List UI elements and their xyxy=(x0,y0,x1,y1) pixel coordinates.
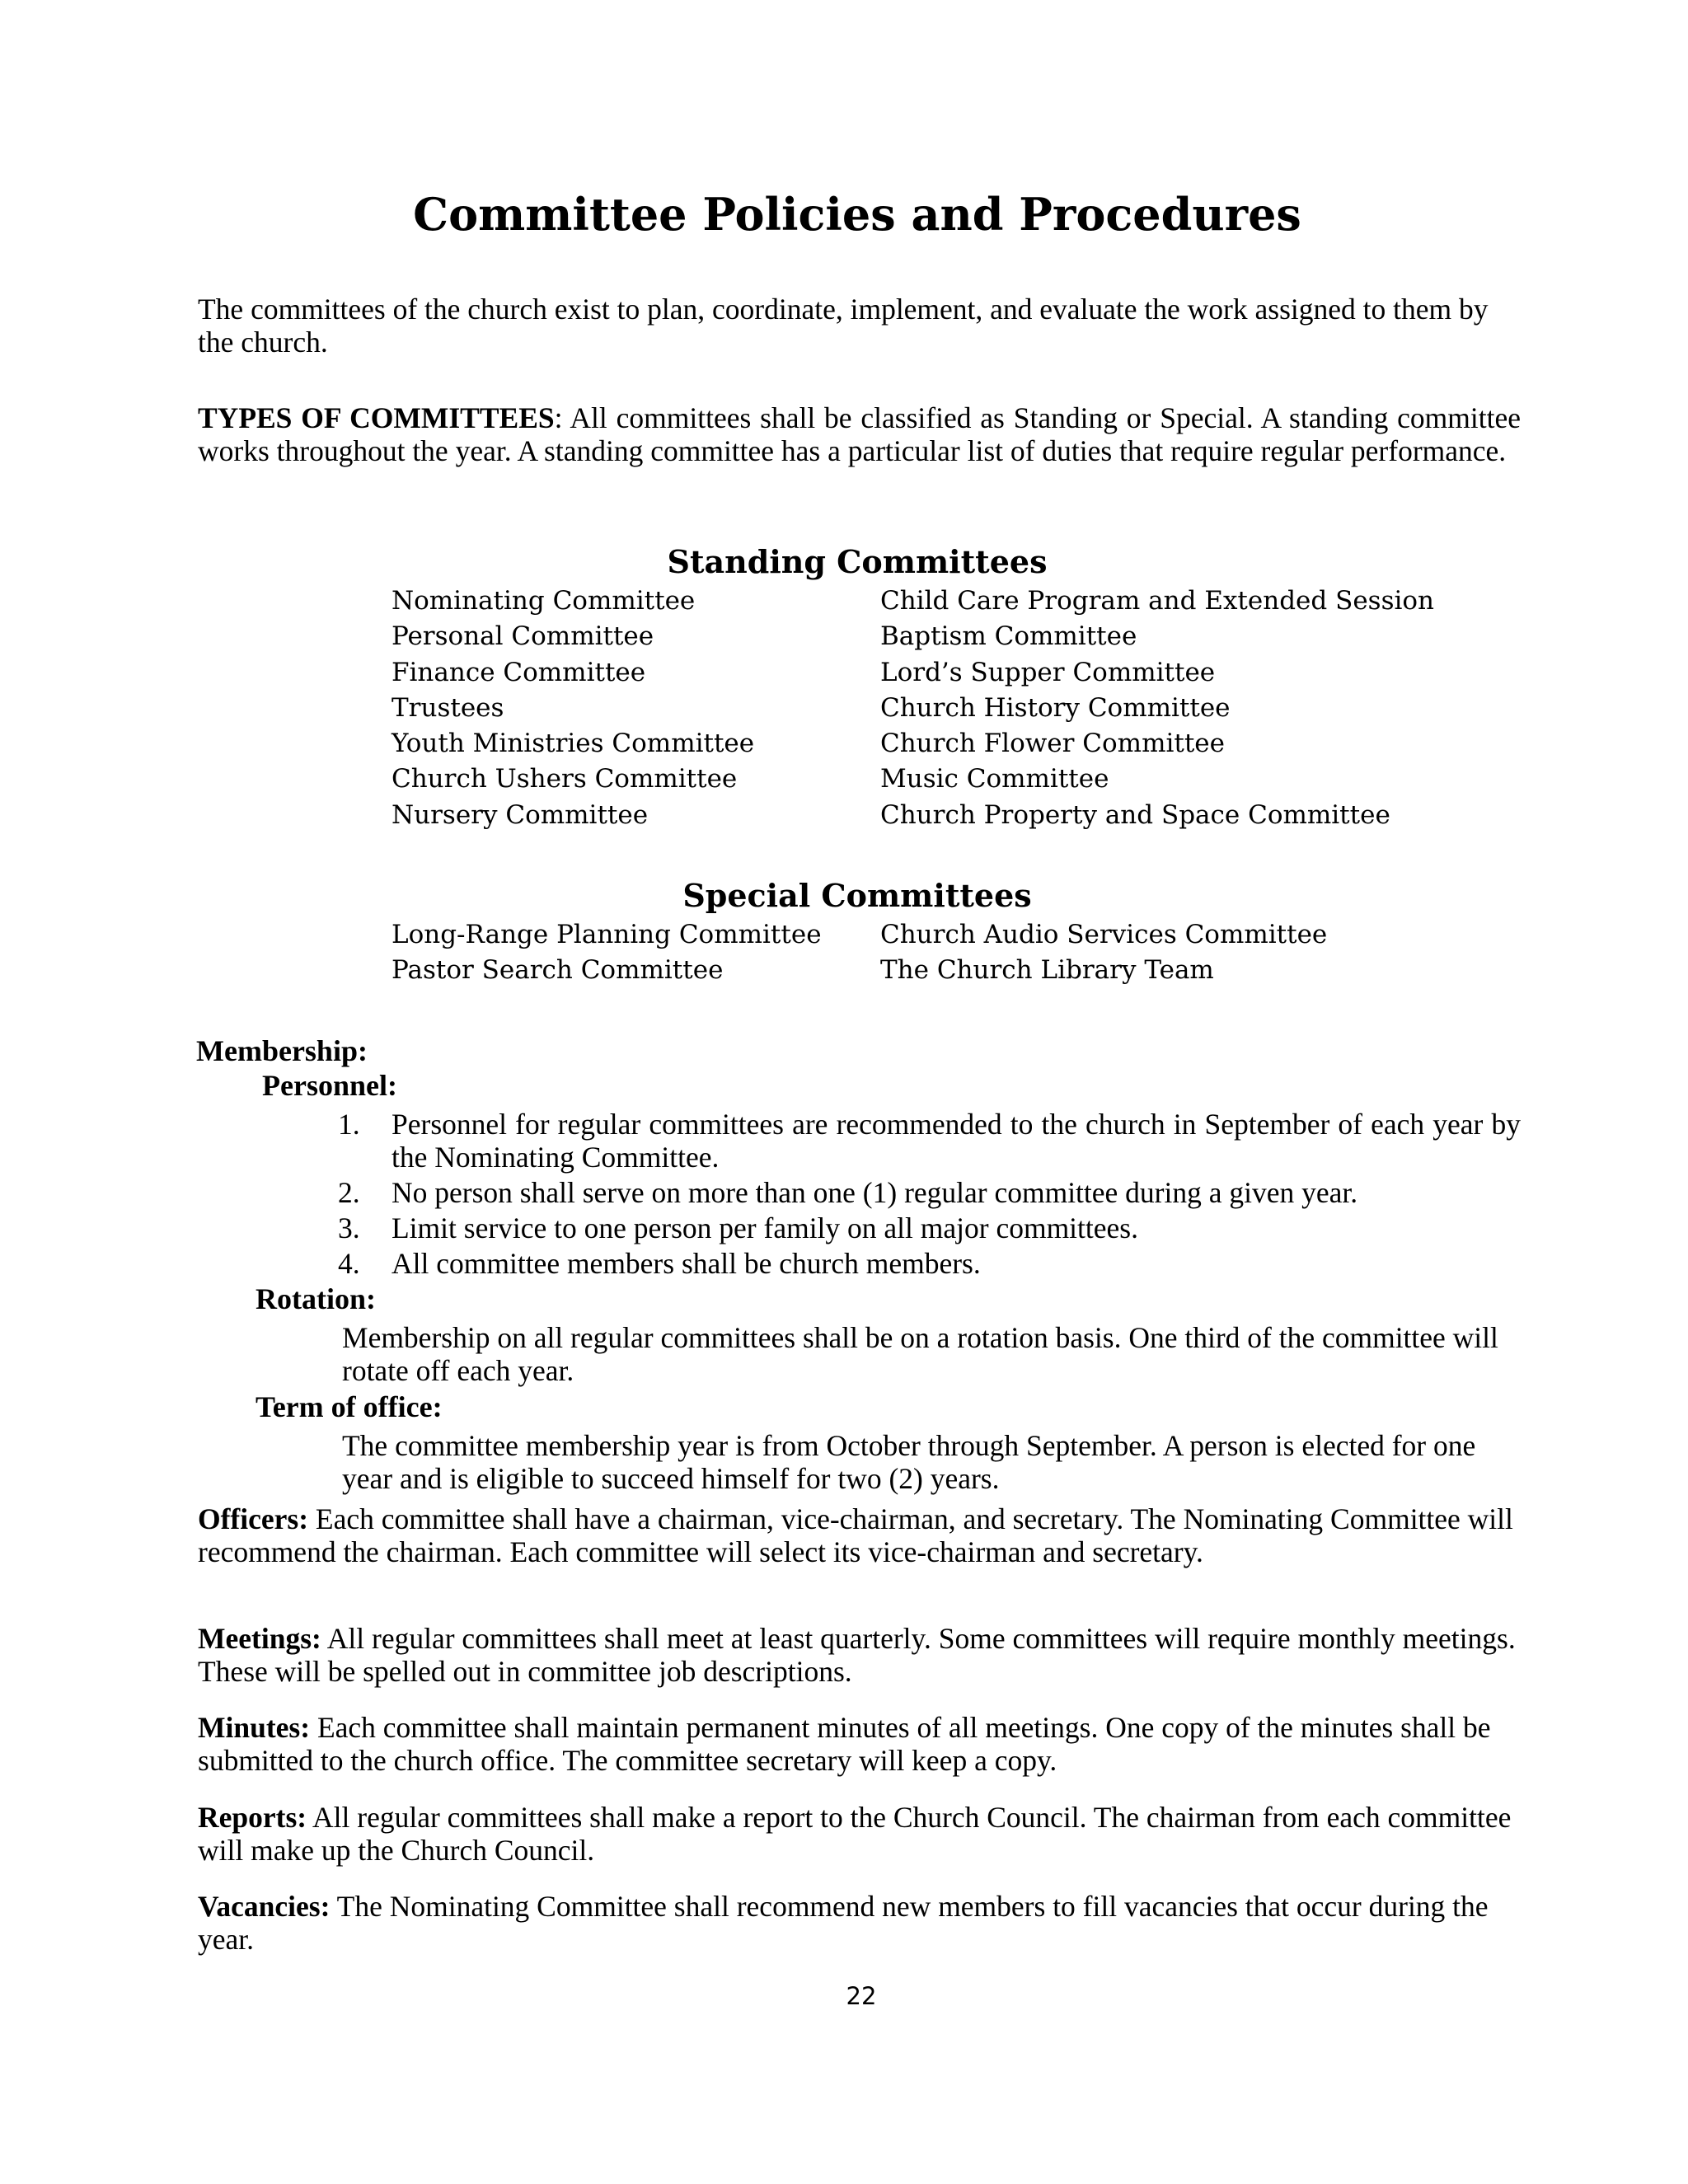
officers-paragraph xyxy=(198,1502,1521,1568)
list-item: Lord’s Supper Committee xyxy=(880,657,1216,687)
types-label: TYPES OF COMMITTEES xyxy=(198,401,555,434)
list-item: Trustees xyxy=(392,692,504,723)
membership-heading: Membership: xyxy=(196,1034,368,1067)
standing-committees-heading: Standing Committees xyxy=(667,543,1048,580)
reports-text: All regular committees shall make a report to the Church Council. The chairman from each committee will make up the Church Council. xyxy=(198,1801,1512,1867)
list-item: Pastor Search Committee xyxy=(392,955,724,986)
standing-committees-right-list xyxy=(880,583,1434,833)
list-item: Church History Committee xyxy=(880,692,1231,723)
item-text: All committee members shall be church members. xyxy=(392,1247,981,1280)
list-item: Personal Committee xyxy=(392,621,654,652)
term-of-office-text: The committee membership year is from October through September. A person is elected for one year and is eligible to succeed himself for two (2) years. xyxy=(342,1429,1476,1495)
list-item: Church Flower Committee xyxy=(880,729,1225,759)
list-item: Finance Committee xyxy=(392,657,646,687)
item-number: 3. xyxy=(338,1212,360,1244)
list-item: Baptism Committee xyxy=(880,621,1137,652)
list-item: Church Ushers Committee xyxy=(392,764,738,794)
types-of-committees-paragraph xyxy=(198,401,1521,467)
officers-label: Officers: xyxy=(198,1502,309,1535)
meetings-paragraph xyxy=(198,1622,1521,1688)
minutes-paragraph xyxy=(198,1711,1521,1777)
meetings-text: All regular committees shall meet at least quarterly. Some committees will require monthly meetings. These will be spelled out in committee job descriptions. xyxy=(198,1622,1516,1688)
list-item: Nursery Committee xyxy=(392,799,649,830)
item-text: Personnel for regular committees are recommended to the church in September of each year by the Nominating Committee. xyxy=(392,1108,1521,1174)
list-item: Church Property and Space Committee xyxy=(880,799,1390,830)
page-title: Committee Policies and Procedures xyxy=(413,188,1301,241)
vacancies-text: The Nominating Committee shall recommend new members to fill vacancies that occur during the year. xyxy=(198,1890,1489,1956)
page-number: 22 xyxy=(846,1982,877,2010)
list-item: The Church Library Team xyxy=(880,955,1214,986)
list-item: Church Audio Services Committee xyxy=(880,920,1328,949)
meetings-label: Meetings: xyxy=(198,1622,321,1655)
list-item xyxy=(338,1212,1521,1244)
vacancies-label: Vacancies: xyxy=(198,1890,331,1923)
special-committees-right-list xyxy=(880,917,1327,989)
list-item: Youth Ministries Committee xyxy=(392,729,755,759)
intro-paragraph: The committees of the church exist to plan, coordinate, implement, and evaluate the work assigned to them by the church. xyxy=(198,293,1489,359)
item-number: 1. xyxy=(338,1108,360,1141)
list-item: Nominating Committee xyxy=(392,586,696,616)
personnel-list xyxy=(338,1108,1521,1282)
list-item: Long-Range Planning Committee xyxy=(392,920,822,949)
personnel-heading: Personnel: xyxy=(262,1069,397,1102)
types-text: : All committees shall be classified as Standing or Special. A standing committee works throughout the year. A standing committee has a particular list of duties that require regular performance. xyxy=(198,401,1522,467)
standing-committees-left-list xyxy=(392,583,754,833)
list-item: Music Committee xyxy=(880,764,1109,794)
list-item xyxy=(338,1247,1521,1280)
minutes-text: Each committee shall maintain permanent minutes of all meetings. One copy of the minutes shall be submitted to the church office. The committee secretary will keep a copy. xyxy=(198,1711,1491,1777)
special-committees-heading: Special Committees xyxy=(682,877,1032,914)
reports-paragraph xyxy=(198,1801,1521,1867)
officers-text: Each committee shall have a chairman, vice-chairman, and secretary. The Nominating Committee will recommend the chairman. Each committee will select its vice-chairman and secretary. xyxy=(198,1502,1513,1568)
list-item xyxy=(338,1108,1521,1174)
list-item: Child Care Program and Extended Session xyxy=(880,586,1435,616)
rotation-text: Membership on all regular committees shall be on a rotation basis. One third of the committee will rotate off each year. xyxy=(342,1321,1498,1387)
list-item xyxy=(338,1176,1521,1209)
rotation-heading: Rotation: xyxy=(256,1282,376,1315)
vacancies-paragraph xyxy=(198,1890,1521,1956)
reports-label: Reports: xyxy=(198,1801,307,1834)
item-number: 2. xyxy=(338,1176,360,1209)
item-number: 4. xyxy=(338,1247,360,1280)
term-of-office-heading: Term of office: xyxy=(256,1390,443,1423)
special-committees-left-list xyxy=(392,917,822,989)
minutes-label: Minutes: xyxy=(198,1711,311,1744)
item-text: Limit service to one person per family on all major committees. xyxy=(392,1212,1138,1244)
item-text: No person shall serve on more than one (1) regular committee during a given year. xyxy=(392,1176,1358,1209)
